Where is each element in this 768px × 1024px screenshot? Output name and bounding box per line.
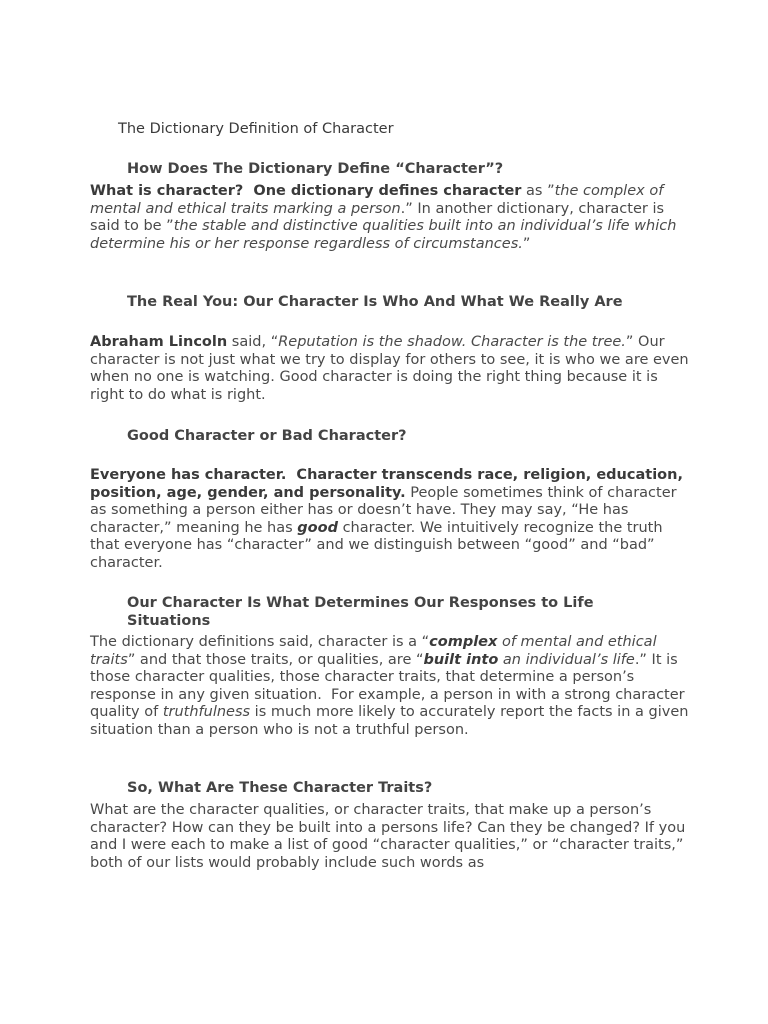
text-italic: the stable and distinctive qualities built into an individual’s life which determine his or her response regardless of circumstances. — [90, 218, 677, 252]
text-run: ” Our character is not just what we try to display for others to see, it is who we are even when no one is watching. Good character is doing the right thing because it is right to do what is right. — [90, 334, 689, 403]
text-run: said, “ — [227, 334, 279, 350]
section-paragraph-good-or-bad — [90, 467, 690, 573]
text-bold-italic: built into — [423, 651, 499, 668]
text-bold-italic: good — [297, 519, 338, 536]
text-run: What are the character qualities, or character traits, that make up a person’s character? How can they be built into a persons life? Can they be changed? If you and I were each to make a list of good “character qualities,” or “character traits,” both of our lists would probably include such words as — [90, 802, 686, 871]
section-heading-real-you: The Real You: Our Character Is Who And What We Really Are — [127, 294, 623, 310]
section-heading-dictionary-define: How Does The Dictionary Define “Character”? — [127, 161, 504, 177]
section-heading-good-or-bad: Good Character or Bad Character? — [127, 428, 407, 444]
text-run: .” In another dictionary, character is said to be ” — [90, 200, 665, 235]
text-run: .” It is those character qualities, those character traits, that determine a person’s response in any given situation. For example, a person in with a strong character quality of — [90, 651, 685, 721]
text-run: The dictionary definitions said, character is a “ — [90, 634, 430, 650]
text-italic: the complex of mental and ethical traits marking a person — [90, 183, 664, 217]
text-italic: Reputation is the shadow. Character is the tree. — [278, 334, 626, 350]
section-heading-character-traits: So, What Are These Character Traits? — [127, 780, 433, 796]
text-italic: of mental and ethical traits — [90, 634, 657, 668]
text-italic: truthfulness — [162, 704, 251, 721]
text-run: ” — [522, 235, 531, 252]
text-bold: Abraham Lincoln — [90, 334, 228, 350]
section-heading-determines-responses: Our Character Is What Determines Our Responses to Life Situations — [127, 595, 594, 629]
text-run: ” and that those traits, or qualities, are “ — [127, 651, 424, 668]
text-run: is much more likely to accurately report the facts in a given situation than a person who is not a truthful person. — [90, 704, 689, 738]
section-paragraph-real-you — [90, 334, 690, 404]
text-bold-italic: complex — [429, 634, 498, 650]
text-run: People sometimes think of character as something a person either has or doesn’t have. They may say, “He has character,” meaning he has — [90, 484, 677, 536]
text-bold: Everyone has character. Character transcends race, religion, education, position, age, gender, and personality. — [90, 467, 683, 501]
text-run: character. We intuitively recognize the truth that everyone has “character” and we distinguish between “good” and “bad” character. — [90, 519, 663, 571]
section-paragraph-character-traits — [90, 802, 690, 872]
text-italic: an individual’s life — [498, 651, 635, 668]
text-bold: What is character? One dictionary defines character — [90, 183, 522, 199]
section-paragraph-dictionary-define — [90, 183, 690, 253]
section-paragraph-determines-responses — [90, 634, 690, 740]
document-title: The Dictionary Definition of Character — [118, 121, 394, 137]
text-run: as ” — [521, 183, 555, 199]
